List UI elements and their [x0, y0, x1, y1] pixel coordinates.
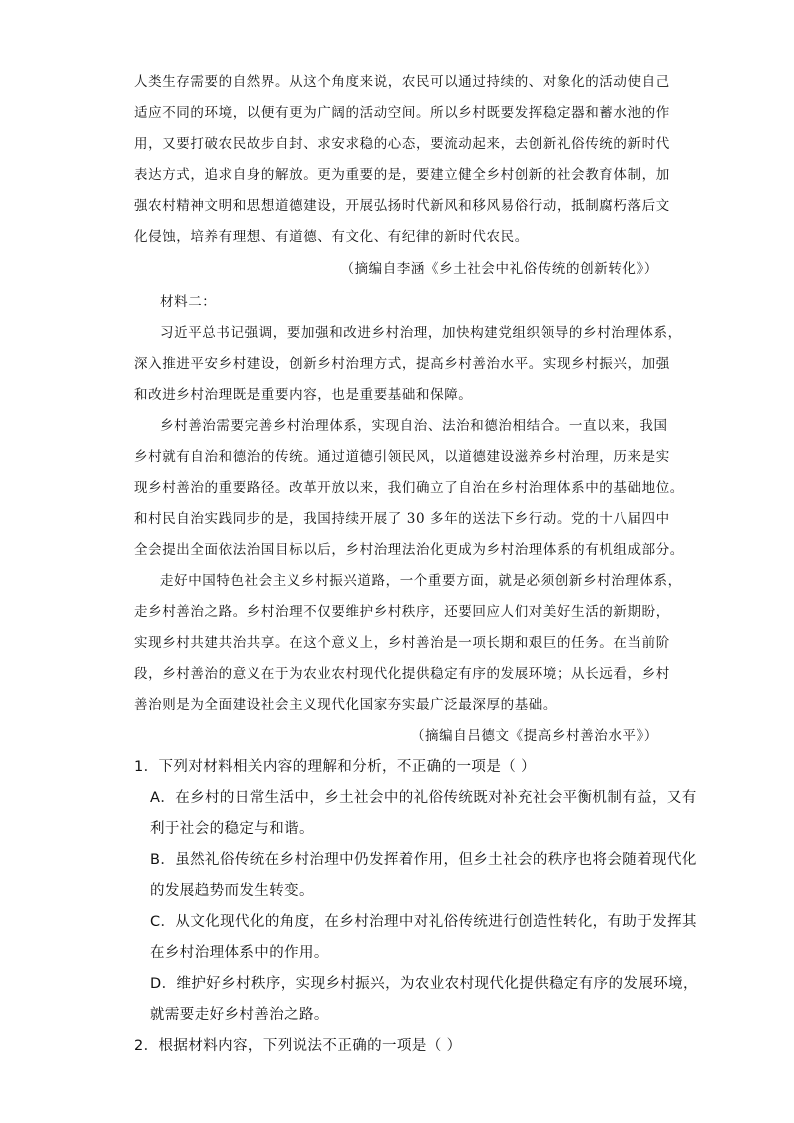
option-c[interactable]: C．从文化现代化的角度，在乡村治理中对礼俗传统进行创造性转化，有助于发挥其 — [150, 914, 697, 930]
text-line: 走乡村善治之路。乡村治理不仅要维护乡村秩序，还要回应人们对美好生活的新期盼， — [134, 604, 670, 620]
text-line: 现乡村善治的重要路径。改革开放以来，我们确立了自治在乡村治理体系中的基础地位。 — [134, 480, 684, 496]
text-line: 段，乡村善治的意义在于为农业农村现代化提供稳定有序的发展环境；从长远看，乡村 — [134, 666, 670, 682]
text-line: 化侵蚀，培养有理想、有道德、有文化、有纪律的新时代农民。 — [134, 229, 529, 245]
text-line: 和改进乡村治理既是重要内容，也是重要基础和保障。 — [134, 387, 473, 403]
text-line: 强农村精神文明和思想道德建设，开展弘扬时代新风和移风易俗行动，抵制腐朽落后文 — [134, 198, 670, 214]
text-line: 人类生存需要的自然界。从这个角度来说，农民可以通过持续的、对象化的活动使自己 — [134, 74, 670, 90]
text-line: 深入推进平安乡村建设，创新乡村治理方式，提高乡村善治水平。实现乡村振兴，加强 — [134, 356, 670, 372]
text-line: 实现乡村共建共治共享。在这个意义上，乡村善治是一项长期和艰巨的任务。在当前阶 — [134, 635, 670, 651]
text-line: 和村民自治实践同步的是，我国持续开展了 30 多年的送法下乡行动。党的十八届四中 — [134, 511, 670, 527]
option-a[interactable]: A．在乡村的日常生活中，乡土社会中的礼俗传统既对补充社会平衡机制有益，又有 — [150, 790, 697, 806]
text-line: 乡村就有自治和德治的传统。通过道德引领民风，以道德建设滋养乡村治理，历来是实 — [134, 449, 670, 465]
material-label: 材料二： — [160, 294, 217, 310]
text-line: 表达方式，追求自身的解放。更为重要的是，要建立健全乡村创新的社会教育体制，加 — [134, 167, 670, 183]
source-citation: （摘编自吕德文《提高乡村善治水平》） — [410, 728, 658, 744]
text-line: 走好中国特色社会主义乡村振兴道路，一个重要方面，就是必须创新乡村治理体系， — [160, 573, 682, 589]
option-d-cont: 就需要走好乡村善治之路。 — [150, 1007, 329, 1023]
text-line: 习近平总书记强调，要加强和改进乡村治理，加快构建党组织领导的乡村治理体系， — [160, 325, 682, 341]
question-stem: 1．下列对材料相关内容的理解和分析，不正确的一项是（ ） — [134, 759, 537, 775]
source-citation: （摘编自李涵《乡土社会中礼俗传统的创新转化》） — [340, 261, 658, 277]
option-d[interactable]: D．维护好乡村秩序，实现乡村振兴，为农业农村现代化提供稳定有序的发展环境， — [150, 976, 698, 992]
text-line: 乡村善治需要完善乡村治理体系，实现自治、法治和德治相结合。一直以来，我国 — [160, 418, 668, 434]
option-a-cont: 利于社会的稳定与和谐。 — [150, 821, 314, 837]
text-line: 适应不同的环境，以便有更为广阔的活动空间。所以乡村既要发挥稳定器和蓄水池的作 — [134, 105, 670, 121]
option-c-cont: 在乡村治理体系中的作用。 — [150, 945, 329, 961]
option-b-cont: 的发展趋势而发生转变。 — [150, 883, 314, 899]
text-line: 用，又要打破农民故步自封、求安求稳的心态，要流动起来，去创新礼俗传统的新时代 — [134, 136, 670, 152]
option-b[interactable]: B．虽然礼俗传统在乡村治理中仍发挥着作用，但乡土社会的秩序也将会随着现代化 — [150, 852, 697, 868]
text-line: 全会提出全面依法治国目标以后，乡村治理法治化更成为乡村治理体系的有机组成部分。 — [134, 542, 684, 558]
question-stem: 2．根据材料内容，下列说法不正确的一项是（ ） — [134, 1038, 462, 1054]
text-line: 善治则是为全面建设社会主义现代化国家夯实最广泛最深厚的基础。 — [134, 697, 557, 713]
